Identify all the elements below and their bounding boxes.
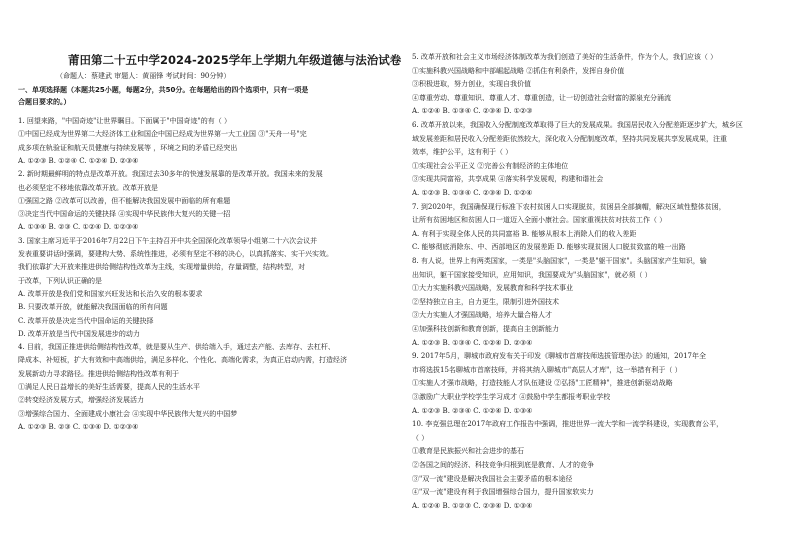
text-line: 6. 改革开放以来，我国收入分配制度改革取得了巨大的发展成果。我国居民收入分配差距逐步扩大，城乡区 — [412, 121, 743, 129]
section-heading: 一、单项选择题（本题共25小题，每题2分，共50分。在每题给出的四个选项中，只有一项是 — [18, 86, 309, 94]
exam-title: 莆田第二十五中学2024-2025学年上学期九年级道德与法治试卷 — [68, 54, 402, 67]
text-line: 7. 到2020年，我国确保现行标准下农村贫困人口实现脱贫，贫困县全部摘帽，解决区域性整体贫困， — [412, 202, 726, 211]
text-line: A. 改革开放是我们党和国家兴旺发达和长治久安的根本要求 — [18, 289, 203, 298]
text-line: 市将选拔15名聊城市首席技师，并将其纳入聊城市"高层人才库"，这一举措有利于（ ） — [412, 365, 682, 374]
text-line: ①实施科教兴国战略和中部崛起战略 ②抓住有利条件，发挥自身价值 — [412, 66, 625, 75]
text-line: 10. 李克强总理在2017年政府工作报告中强调，推进世界一流大学和一流学科建设，实现教育公平， — [412, 420, 724, 429]
text-line: ③积极进取，努力创业，实现自我价值 — [412, 80, 531, 89]
text-line: 5. 改革开放和社会主义市场经济体制改革为我们创造了美好的生活条件，作为个人，我们应该（ ） — [412, 53, 718, 61]
text-line: ①强国之路 ②改革可以改善，但不能解决我国发展中面临的所有难题 — [18, 196, 231, 205]
text-line: 域发展差距和居民收入分配差距依然较大，深化收入分配制度改革，坚持共同发展共享发展成果，注重 — [412, 134, 727, 143]
text-line: ④"双一流"建设有利于我国增强综合国力，提升国家软实力 — [412, 488, 594, 497]
text-line: 8. 有人说，世界上有两类国家，一类是"头脑国家"，一类是"躯干国家"。头脑国家产生知识，输 — [412, 257, 707, 265]
text-line: 降成本、补短板，扩大有效和中高端供给，满足多样化、个性化、高端化需求，为真正启动内需，打造经济 — [18, 356, 347, 365]
text-line: 发展新动力寻求路径。推进供给侧结构性改革有利于 — [18, 369, 179, 378]
text-line: A. 有利于实现全体人民的共同富裕 B. 能够从根本上消除人们的收入差距 — [412, 229, 637, 238]
text-line: A. ①③④ B. ②③ C. ①②④ D. ①②③④ — [18, 223, 139, 232]
text-line: 2. 新时期最鲜明的特点是改革开放。我国过去30多年的快速发展靠的是改革开放。我国未来的发展 — [18, 170, 323, 179]
text-line: A. ①②③ B. ①③④ C. ①②④ D. ②③④ — [412, 338, 533, 347]
text-line: A. ①②③ B. ①③④ C. ②③④ D. ①②④ — [412, 189, 533, 197]
text-line: 效率，维护公平，这有利于（ ） — [412, 148, 513, 157]
text-line: ③大力实施人才强国战略，培养大量合格人才 — [412, 311, 552, 320]
text-line: ④加强科技创新和教育创新，提高自主创新能力 — [412, 325, 559, 333]
text-line: ①实施人才强市战略，打造技能人才队伍建设 ②弘扬"工匠精神"，推进创新驱动战略 — [412, 379, 673, 388]
text-line: A. ①②③ B. ①②④ C. ①②④ D. ②③④ — [18, 156, 139, 165]
text-line: 9. 2017年5月，聊城市政府发布关于印发《聊城市首席技师选拔管理办法》的通知，2017年全 — [412, 352, 706, 361]
section-heading-cont: 合题目要求的。） — [18, 98, 71, 106]
text-line: 3. 国家主席习近平于2016年7月22日下午主持召开中共全国深化改革领导小组第二十六次会议并 — [18, 236, 318, 245]
text-line: 出知识，躯干国家接受知识，应用知识，我国要成为"头脑国家"，就必须（ ） — [412, 270, 652, 279]
text-line: ②转变经济发展方式，增强经济发展活力 — [18, 396, 144, 405]
text-line: 让所有贫困地区和贫困人口一道迈入全面小康社会。国家重视扶贫对扶贫工作（ ） — [412, 216, 667, 225]
text-line: ③"双一流"建设是解决我国社会主要矛盾的根本途径 — [412, 474, 573, 483]
text-line: ③决定当代中国命运的关键抉择 ④实现中华民族伟大复兴的关键一招 — [18, 210, 231, 219]
text-line: A. ①②④ B. ①②③ C. ②③④ D. ①③④ — [412, 501, 533, 510]
text-line: （ ） — [412, 433, 429, 442]
text-line: 1. 回望来路，"中国奇迹"让世界瞩目。下面属于"中国奇迹"的有（ ） — [18, 117, 232, 125]
text-line: ①教育是民族振兴和社会进步的基石 — [412, 447, 524, 456]
text-line: A. ①②④ B. ①③④ C. ②③④ D. ①②③ — [412, 107, 533, 116]
text-line: 于改革，下列认识正确的是 — [18, 276, 102, 285]
text-line: ④尊重劳动、尊重知识、尊重人才、尊重创造，让一切创造社会财富的源泉充分涌流 — [412, 93, 671, 102]
text-line: ③增强综合国力、全面建成小康社会 ④实现中华民族伟大复兴的中国梦 — [18, 409, 238, 418]
text-line: 发表重要讲话时强调，要建构大势、系统性推进，必须有坚定不移的决心，以真抓落实、实干兴实效。 — [18, 250, 333, 258]
text-line: ①大力实施科教兴国战略，发展教育和科学技术事业 — [412, 284, 573, 293]
text-line: ③激励广大职业学校学生学习成才 ④鼓励中学生都报考职业学校 — [412, 393, 611, 401]
text-line: 4. 目前，我国正推进供给侧结构性改革，就是要从生产、供给端入手，通过去产能、去库存、去杠杆、 — [18, 343, 335, 352]
text-line: 成多项在轨验证和航天员健康与持续发展等 ，环境之间的矛盾已经突出 — [18, 143, 238, 152]
text-line: ③实现共同富裕，共享成果 ④落实科学发展观，构建和谐社会 — [412, 175, 604, 184]
text-line: C. 改革开放是决定当代中国命运的关键抉择 — [18, 316, 154, 325]
text-line: ①实现社会公平正义 ②完善公有制经济的主体地位 — [412, 161, 569, 170]
text-line: ①中国已经成为世界第二大经济体工业和国企中国已经成为世界第一大工业国 ③"天舟一号"完 — [18, 130, 307, 139]
text-line: A. ①②③ B. ②③④ C. ①②④ D. ①③④ — [412, 406, 533, 415]
text-line: B. 只要改革开放，就能解决我国面临的所有问题 — [18, 303, 168, 312]
text-line: 也必须坚定不移地依靠改革开放。改革开放是 — [18, 183, 158, 192]
text-line: C. 能够彻底消除东、中、西部地区的发展差距 D. 能够实现贫困人口脱贫致富的唯一出路 — [412, 243, 686, 252]
text-line: ①满足人民日益增长的美好生活需要，提高人民的生活水平 — [18, 383, 200, 391]
text-line: ②坚持独立自主，自力更生，限制引进外国技术 — [412, 297, 559, 306]
exam-meta: （命题人：蔡建武 审题人：黄丽锋 考试时间：90分钟） — [56, 72, 231, 80]
text-line: D. 改革开放是当代中国发展进步的动力 — [18, 329, 140, 338]
text-line: 我们依靠扩大开放来推进供给侧结构性改革为主线，实现增量供给，存量调整，结构转型，对 — [18, 263, 305, 272]
text-line: ②各国之间的经济、科技竞争归根到底是教育、人才的竞争 — [412, 461, 594, 469]
text-line: A. ①②③ B. ②③ C. ①③④ D. ①②③④ — [18, 422, 139, 431]
